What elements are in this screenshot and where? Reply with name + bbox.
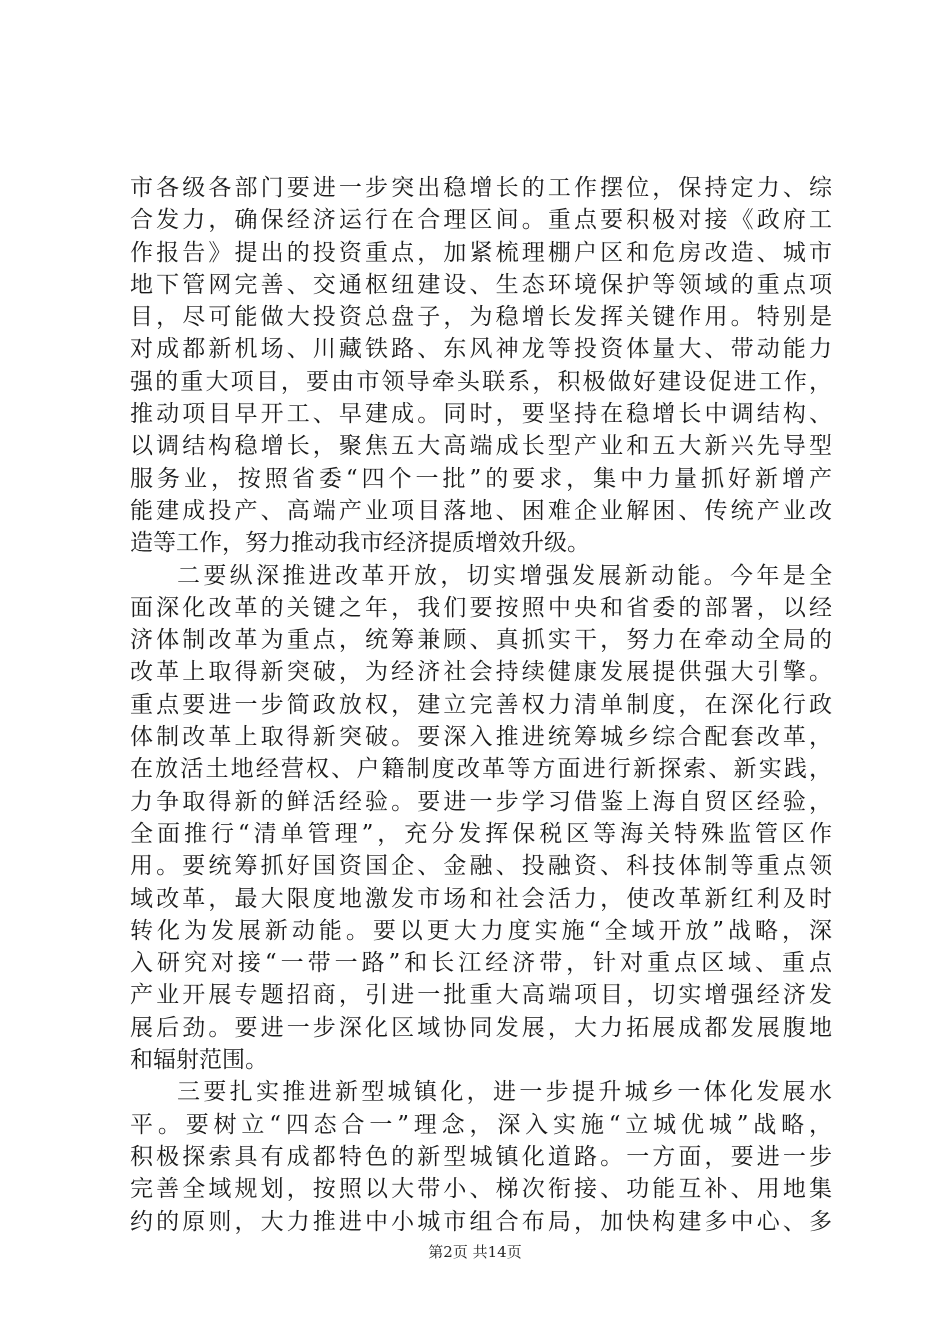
text-line: 地下管网完善、交通枢纽建设、生态环境保护等领域的重点项 <box>130 271 832 298</box>
page-number-footer: 第2页 共14页 <box>428 1243 522 1261</box>
text-line: 全面推行“清单管理”，充分发挥保税区等海关特殊监管区作 <box>130 820 832 847</box>
text-line: 造等工作，努力推动我市经济提质增效升级。 <box>130 530 590 557</box>
text-line: 产业开展专题招商，引进一批重大高端项目，切实增强经济发 <box>130 982 832 1009</box>
text-line: 积极探索具有成都特色的新型城镇化道路。一方面，要进一步 <box>130 1143 832 1170</box>
text-line: 作报告》提出的投资重点，加紧梳理棚户区和危房改造、城市 <box>130 239 832 266</box>
text-line: 转化为发展新动能。要以更大力度实施“全域开放”战略，深 <box>130 917 832 944</box>
text-line: 完善全域规划，按照以大带小、梯次衔接、功能互补、用地集 <box>130 1176 832 1203</box>
text-line: 约的原则，大力推进中小城市组合布局，加快构建多中心、多 <box>130 1208 832 1235</box>
text-line: 强的重大项目，要由市领导牵头联系，积极做好建设促进工作， <box>130 368 832 395</box>
text-line: 面深化改革的关键之年，我们要按照中央和省委的部署，以经 <box>130 594 832 621</box>
text-line: 对成都新机场、川藏铁路、东风神龙等投资体量大、带动能力 <box>130 336 832 363</box>
text-line: 用。要统筹抓好国资国企、金融、投融资、科技体制等重点领 <box>130 853 832 880</box>
text-line-paragraph-start: 二要纵深推进改革开放，切实增强发展新动能。今年是全 <box>177 562 832 589</box>
text-line: 济体制改革为重点，统筹兼顾、真抓实干，努力在牵动全局的 <box>130 627 832 654</box>
text-line-paragraph-start: 三要扎实推进新型城镇化，进一步提升城乡一体化发展水 <box>177 1079 832 1106</box>
text-line: 以调结构稳增长，聚焦五大高端成长型产业和五大新兴先导型 <box>130 433 832 460</box>
body-text <box>130 172 832 1238</box>
text-line: 合发力，确保经济运行在合理区间。重点要积极对接《政府工 <box>130 207 832 234</box>
text-line: 和辐射范围。 <box>130 1047 268 1074</box>
text-line: 目，尽可能做大投资总盘子，为稳增长发挥关键作用。特别是 <box>130 304 832 331</box>
text-line: 推动项目早开工、早建成。同时，要坚持在稳增长中调结构、 <box>130 401 832 428</box>
text-line: 能建成投产、高端产业项目落地、困难企业解困、传统产业改 <box>130 497 832 524</box>
text-line: 域改革，最大限度地激发市场和社会活力，使改革新红利及时 <box>130 885 832 912</box>
text-line: 改革上取得新突破，为经济社会持续健康发展提供强大引擎。 <box>130 659 832 686</box>
text-line: 力争取得新的鲜活经验。要进一步学习借鉴上海自贸区经验， <box>130 788 832 815</box>
text-line: 体制改革上取得新突破。要深入推进统筹城乡综合配套改革， <box>130 724 832 751</box>
text-line: 入研究对接“一带一路”和长江经济带，针对重点区域、重点 <box>130 950 832 977</box>
text-line: 平。要树立“四态合一”理念，深入实施“立城优城”战略， <box>130 1111 832 1138</box>
text-line: 重点要进一步简政放权，建立完善权力清单制度，在深化行政 <box>130 691 832 718</box>
text-line: 市各级各部门要进一步突出稳增长的工作摆位，保持定力、综 <box>130 175 832 201</box>
text-line: 服务业，按照省委“四个一批”的要求，集中力量抓好新增产 <box>130 465 832 492</box>
text-line: 展后劲。要进一步深化区域协同发展，大力拓展成都发展腹地 <box>130 1014 832 1041</box>
text-line: 在放活土地经营权、户籍制度改革等方面进行新探索、新实践， <box>130 756 832 783</box>
